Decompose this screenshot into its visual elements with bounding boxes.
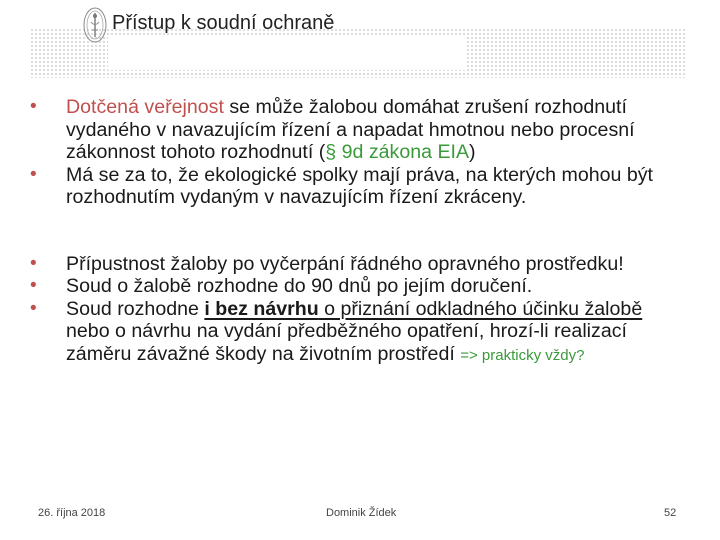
bullet-text: Přípustnost žaloby po vyčerpání řádného opravného prostředku!: [66, 252, 624, 275]
bullet-item-deadline: [30, 275, 680, 298]
title-background: [108, 36, 466, 70]
bullet-text: Soud o žalobě rozhodne do 90 dnů po jejím doručení.: [66, 275, 533, 297]
underlined-phrase: o přiznání odkladného účinku žalobě: [318, 297, 643, 320]
bullet-text: Má se za to, že ekologické spolky mají práva, na kterých mohou být rozhodnutím vydaným v navazujícím řízení zkráceny.: [66, 163, 653, 208]
term-affected-public: Dotčená veřejnost: [66, 96, 224, 118]
bullet-item-public: [30, 96, 680, 164]
practical-note: => prakticky vždy?: [460, 346, 585, 364]
slide-title: Přístup k soudní ochraně: [112, 12, 335, 34]
bullet-item-suspensive-effect: [30, 298, 680, 368]
university-seal-icon: [82, 6, 108, 44]
bullet-item-admissibility: [30, 253, 680, 276]
bullet-text-end: ): [469, 141, 476, 163]
bullet-item-associations: [30, 164, 680, 209]
footer-author: Dominik Žídek: [326, 507, 397, 519]
emphasis-without-motion: i bez návrhu: [204, 297, 319, 320]
bullet-icon: •: [30, 163, 37, 185]
bullet-icon: •: [30, 275, 37, 296]
law-reference: § 9d zákona EIA: [325, 141, 470, 163]
bullet-icon: •: [30, 96, 37, 117]
bullet-icon: •: [30, 252, 37, 274]
footer-date: 26. října 2018: [38, 507, 106, 519]
bullet-text-cont: nebo o návrhu na vydání předběžného opatření, hrozí-li realizací záměru závažné škody na životním prostředí: [66, 320, 627, 365]
bullet-text: Soud rozhodne: [66, 297, 205, 320]
bullet-list-2: [30, 253, 680, 368]
spacer: [30, 209, 680, 253]
bullet-text: se může žalobou domáhat zrušení rozhodnutí vydaného v navazujícím řízení a napadat hmotnou nebo procesní zákonnost tohoto rozhodnutí (: [66, 96, 635, 163]
footer-page-number: 52: [664, 507, 677, 519]
bullet-icon: •: [30, 297, 37, 319]
slide-content: [30, 96, 680, 367]
bullet-list-1: [30, 96, 680, 209]
